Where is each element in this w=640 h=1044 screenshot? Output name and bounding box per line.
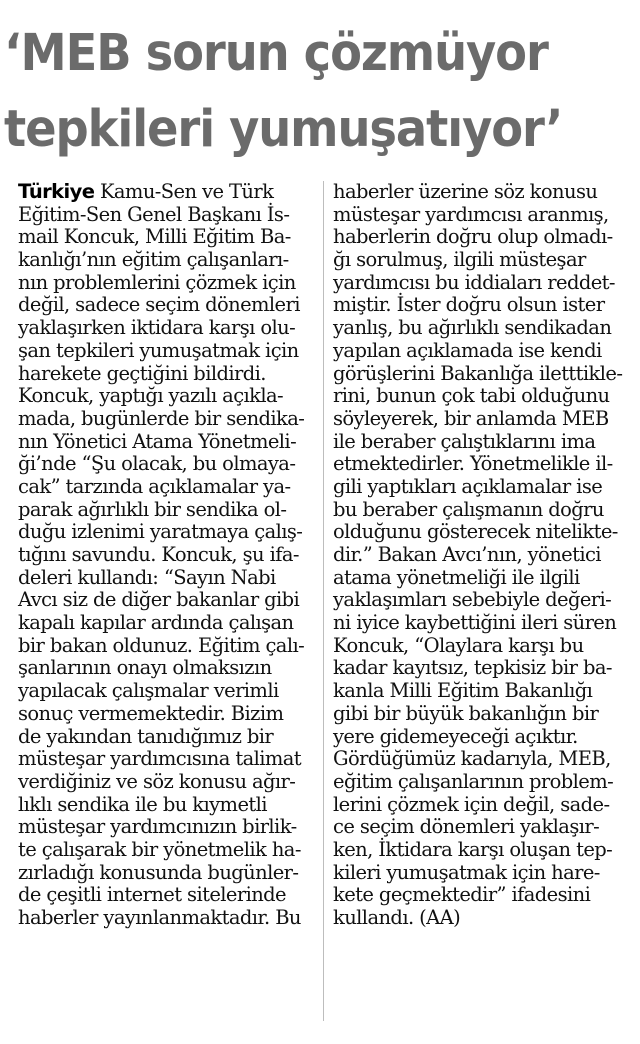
article-line: ken, İktidara karşı oluşan tep- xyxy=(333,837,613,861)
article-line: cak” tarzında açıklamalar ya- xyxy=(18,474,291,498)
article-line: haberler yayınlanmaktadır. Bu xyxy=(18,906,301,929)
article-line: nın Yönetici Atama Yönetmeli- xyxy=(18,429,297,453)
article-line: parak ağırlıklı bir sendika ol- xyxy=(18,497,287,521)
article-line: mada, bugünlerde bir sendika- xyxy=(18,406,305,430)
article-line: eğitim çalışanlarının problem- xyxy=(333,769,614,793)
article-line: Eğitim-Sen Genel Başkanı İs- xyxy=(18,202,290,226)
article-line: müsteşar yardımcınızın birlik- xyxy=(18,815,297,839)
headline xyxy=(4,16,579,168)
headline-line-2: tepkileri yumuşatıyor’ xyxy=(4,100,563,159)
article-line: yanlış, bu ağırlıklı sendikadan xyxy=(333,316,612,340)
headline-line-1: ‘MEB sorun çözmüyor xyxy=(4,24,548,83)
article-line: yardımcısı bu iddiaları reddet- xyxy=(333,270,615,294)
article-line: te çalışarak bir yönetmelik ha- xyxy=(18,837,301,861)
article-line: kullandı. (AA) xyxy=(333,906,461,929)
article-line: zırladığı konusunda bugünler- xyxy=(18,860,299,884)
article-line: sonuç vermemektedir. Bizim xyxy=(18,701,284,725)
article-line: de çeşitli internet sitelerinde xyxy=(18,883,286,907)
article-line: bu beraber çalışmanın doğru xyxy=(333,497,604,521)
article-line: harekete geçtiğini bildirdi. xyxy=(18,361,266,385)
article-line: deleri kullandı: “Sayın Nabi xyxy=(18,565,276,589)
article-line: müsteşar yardımcısına talimat xyxy=(18,747,302,771)
article-line: ni iyice kaybettiğini ileri süren xyxy=(333,611,617,635)
article-line: rini, bunun çok tabi olduğunu xyxy=(333,384,610,408)
article-line: müsteşar yardımcısı aranmış, xyxy=(333,202,609,226)
article-line: kete geçmektedir” ifadesini xyxy=(333,883,591,907)
article-line: şan tepkileri yumuşatmak için xyxy=(18,338,299,362)
article-line: şanlarının onayı olmaksızın xyxy=(18,656,272,680)
article-line: Koncuk, yaptığı yazılı açıkla- xyxy=(18,384,284,408)
article-line: Koncuk, “Olaylara karşı bu xyxy=(333,633,584,657)
article-line: kadar kayıtsız, tepkisiz bir ba- xyxy=(333,656,612,680)
article-line: lerini çözmek için değil, sade- xyxy=(333,792,610,816)
article-line: söyleyerek, bir anlamda MEB xyxy=(333,406,609,430)
article-line: yere gidemeyeceği açıktır. xyxy=(333,724,578,748)
article-line: yapılacak çalışmalar verimli xyxy=(18,679,279,703)
article-first-line xyxy=(18,181,318,204)
article-line: yaklaşımları sebebiyle değeri- xyxy=(333,588,612,612)
article-line: yaklaşırken iktidara karşı olu- xyxy=(18,316,296,340)
article-line: atama yönetmeliği ile ilgili xyxy=(333,565,580,589)
article-column-left xyxy=(18,181,318,930)
article-line: kapalı kapılar ardında çalışan xyxy=(18,611,294,635)
article-line: haberler üzerine söz konusu xyxy=(333,180,598,203)
article-line: bir bakan oldunuz. Eğitim çalı- xyxy=(18,633,305,657)
article-line: değil, sadece seçim dönemleri xyxy=(18,293,300,317)
column-divider xyxy=(323,181,324,1021)
article-line: ği’nde “Şu olacak, bu olmaya- xyxy=(18,452,296,476)
article-line: gibi bir büyük bakanlığın bir xyxy=(333,701,599,725)
article-line: tığını savundu. Koncuk, şu ifa- xyxy=(18,543,299,566)
article-line: lıklı sendika ile bu kıymetli xyxy=(18,792,267,816)
article-line: görüşlerini Bakanlığa iletttikle- xyxy=(333,361,623,385)
article-line: haberlerin doğru olup olmadı- xyxy=(333,225,613,249)
article-line: de yakından tanıdığımız bir xyxy=(18,724,274,748)
article-line: dir.” Bakan Avcı’nın, yönetici xyxy=(333,543,601,566)
article-line: miştir. İster doğru olsun ister xyxy=(333,293,605,317)
article-line: yapılan açıklamada ise kendi xyxy=(333,338,602,362)
article-line: Gördüğümüz kadarıyla, MEB, xyxy=(333,747,611,771)
article-line: duğu izlenimi yaratmaya çalış- xyxy=(18,520,303,544)
article-line: Avcı siz de diğer bakanlar gibi xyxy=(18,588,300,612)
article-line: kanlığı’nın eğitim çalışanları- xyxy=(18,248,289,272)
article-line: verdiğiniz ve söz konusu ağır- xyxy=(18,769,296,793)
article-line: ile beraber çalıştıklarını ima xyxy=(333,429,596,453)
article-line: kanla Milli Eğitim Bakanlığı xyxy=(333,679,593,703)
article-line: mail Koncuk, Milli Eğitim Ba- xyxy=(18,225,291,249)
article-column-right xyxy=(333,181,633,930)
article-first-line-text: Kamu-Sen ve Türk xyxy=(94,180,274,203)
article-line: etmektedirler. Yönetmelikle il- xyxy=(333,452,613,476)
article-line: gili yaptıkları açıklamalar ise xyxy=(333,474,603,498)
article-line: ğı sorulmuş, ilgili müsteşar xyxy=(333,248,586,272)
article-line: ce seçim dönemleri yaklaşır- xyxy=(333,815,600,839)
article-line: olduğunu gösterecek nitelikte- xyxy=(333,520,618,544)
article-line: nın problemlerini çözmek için xyxy=(18,270,296,294)
dateline: Türkiye xyxy=(18,180,95,203)
article-line: kileri yumuşatmak için hare- xyxy=(333,860,600,884)
